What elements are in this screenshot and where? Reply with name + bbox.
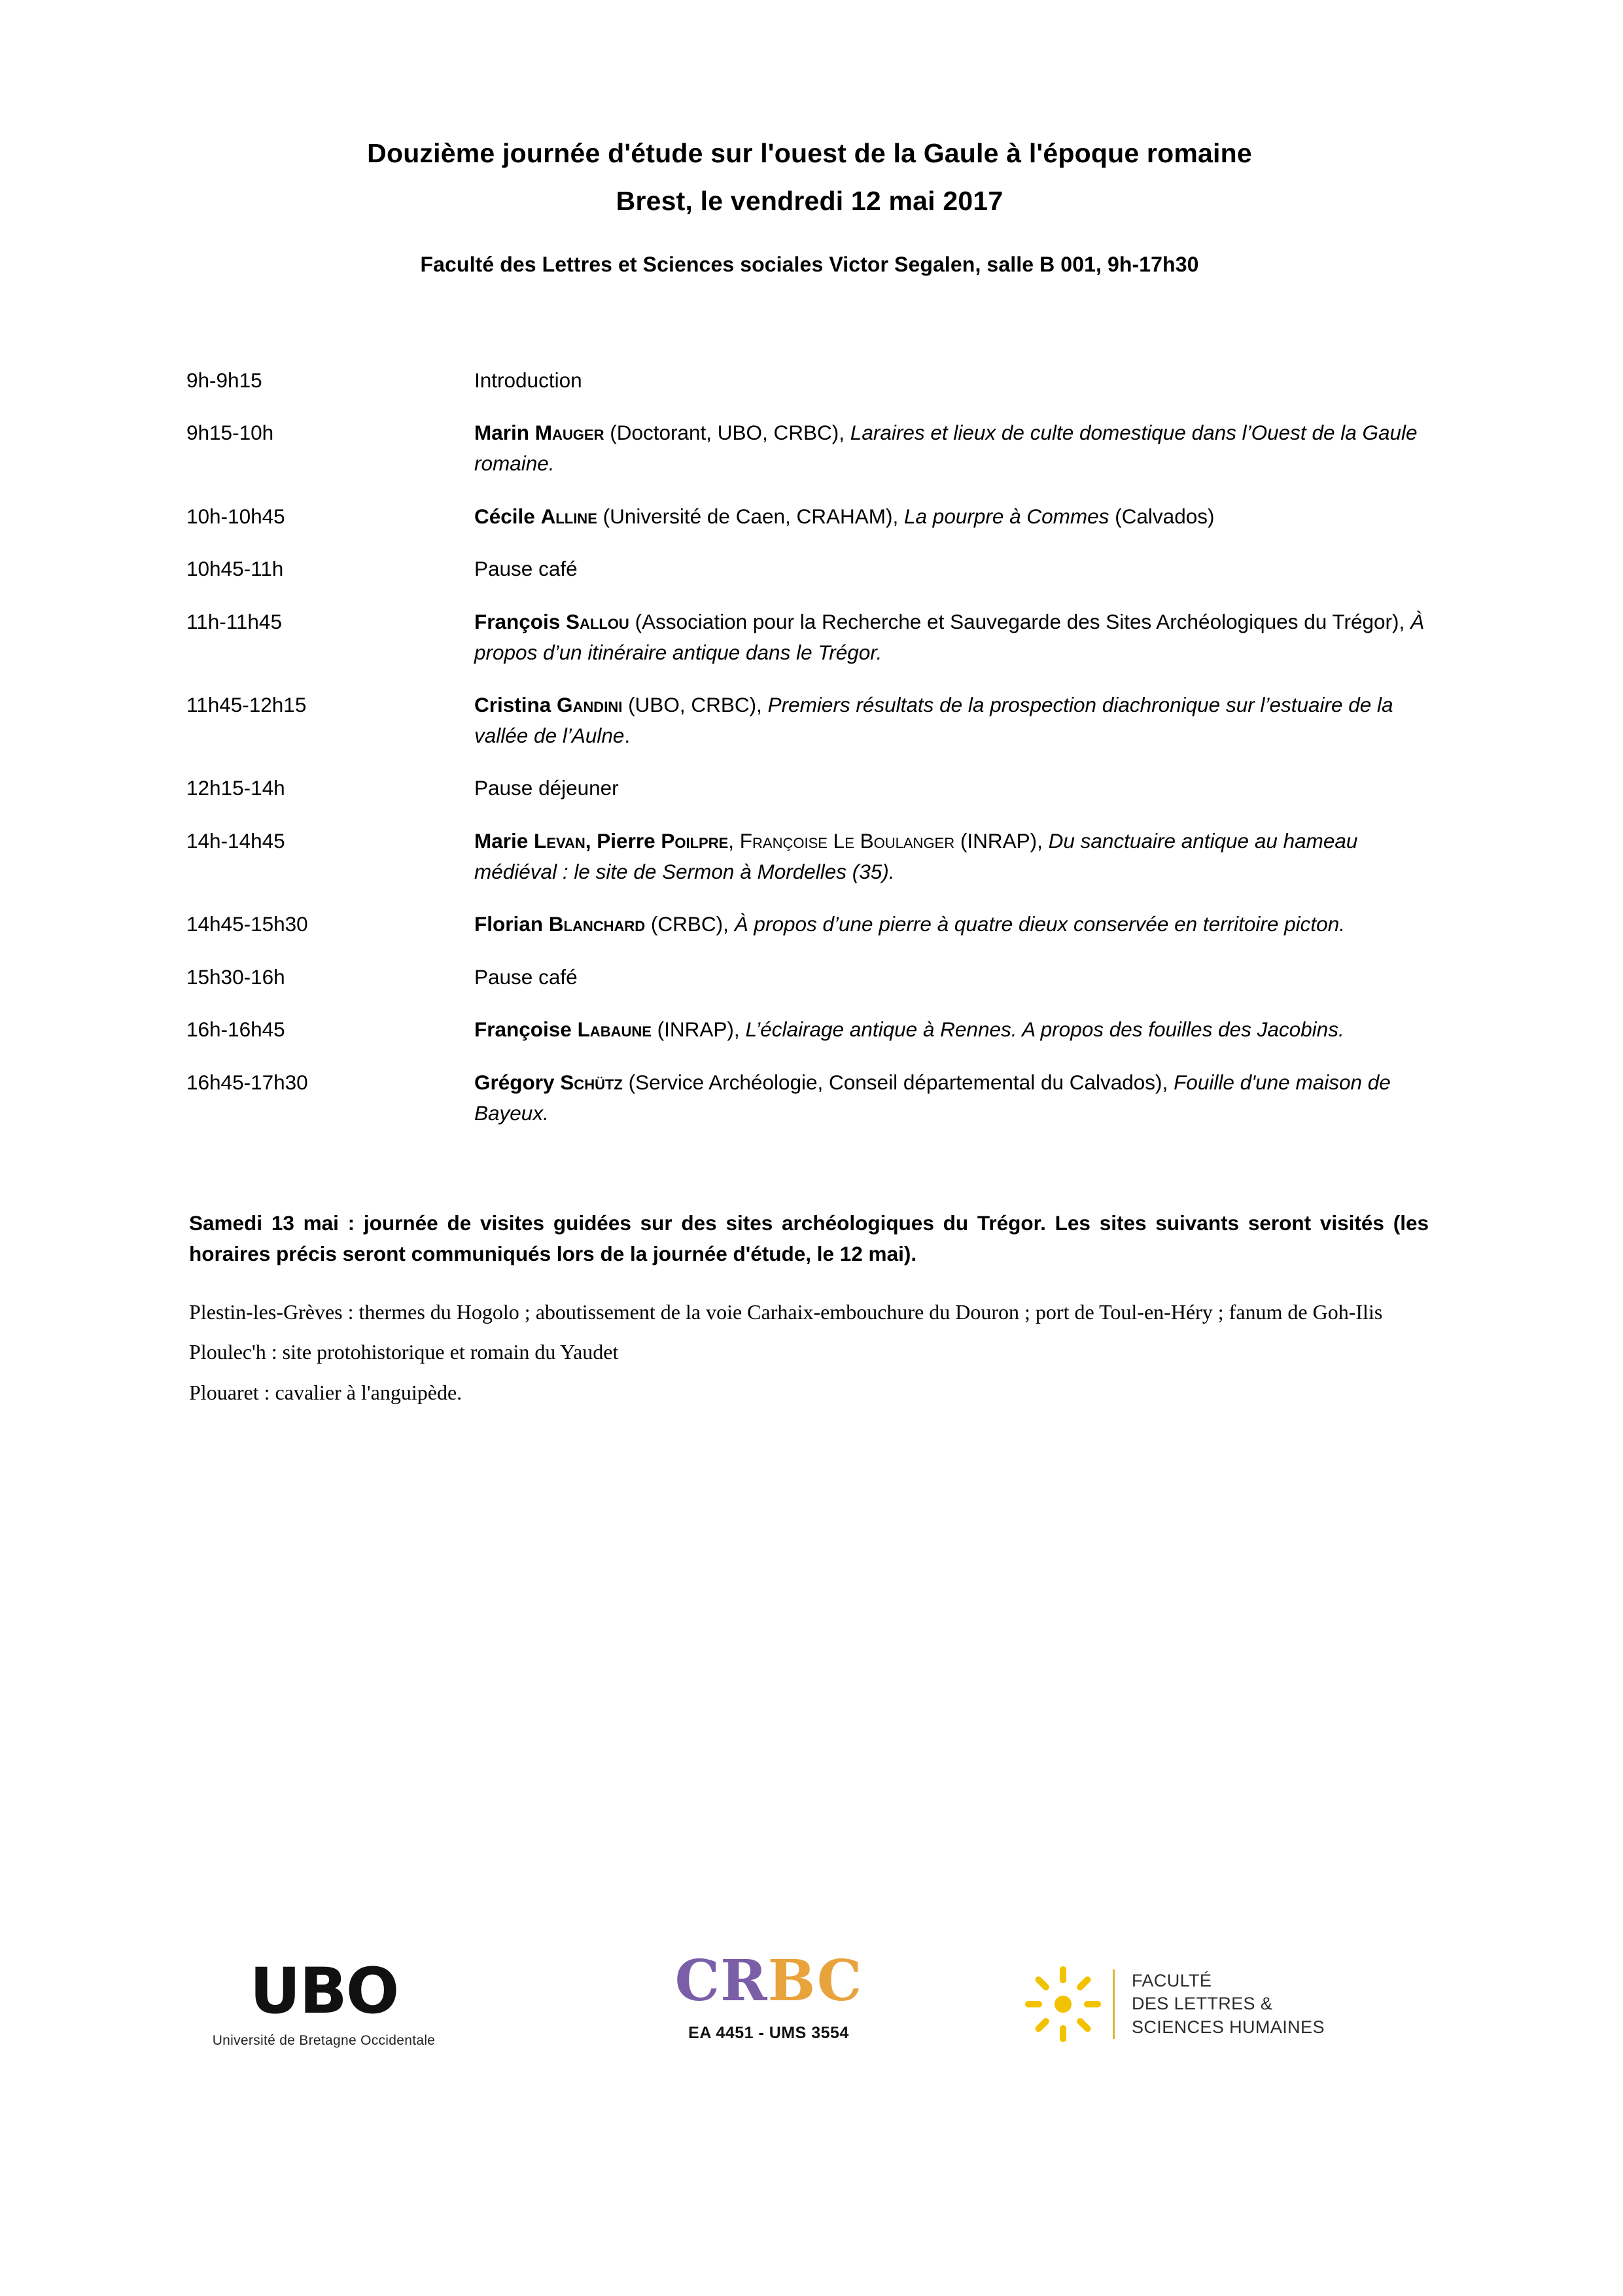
logo-strip	[186, 1948, 1449, 2123]
speaker-lastname: Gandini	[557, 693, 623, 717]
page-subtitle: Brest, le vendredi 12 mai 2017	[616, 186, 1003, 217]
programme-time: 15h30-16h	[186, 964, 285, 989]
programme-time: 16h45-17h30	[186, 1070, 308, 1095]
programme-time: 16h-16h45	[186, 1017, 285, 1042]
speaker-lastname: Labaune	[577, 1017, 652, 1042]
speaker-affiliation: (UBO, CRBC),	[622, 693, 768, 717]
talk-tail: .	[624, 723, 631, 747]
table-row	[186, 690, 1433, 773]
programme-time: 9h-9h15	[186, 368, 262, 392]
programme-time: 11h45-12h15	[186, 693, 307, 717]
programme-desc	[474, 909, 1433, 962]
session-label: Introduction	[474, 368, 582, 392]
list-item: Plestin-les-Grèves : thermes du Hogolo ; aboutissement de la voie Carhaix-embouchure du Douron ; port de Toul-en-Héry ; fanum de Goh-Ilis	[189, 1299, 1383, 1324]
speaker-lastname: Sallou	[566, 609, 629, 633]
table-row	[186, 417, 1433, 501]
venue-line: Faculté des Lettres et Sciences sociales Victor Segalen, salle B 001, 9h-17h30	[420, 252, 1199, 276]
programme-desc	[474, 826, 1433, 909]
session-label: Pause café	[474, 557, 578, 581]
speaker2-firstname: , Pierre	[585, 828, 661, 853]
speaker-affiliation: (CRBC),	[645, 912, 735, 936]
programme-table	[186, 365, 1433, 1150]
talk-title: À propos d’une pierre à quatre dieux conservée en territoire picton.	[734, 912, 1345, 936]
programme-time: 14h45-15h30	[186, 912, 308, 936]
talk-title: À propos d’un itinéraire antique dans le Trégor.	[474, 609, 1425, 664]
speaker-affiliation: (INRAP),	[651, 1017, 746, 1042]
talk-title: Premiers résultats de la prospection diachronique sur l’estuaire de la vallée de l’Aulne	[474, 693, 1393, 747]
table-row	[186, 826, 1433, 909]
programme-desc	[474, 365, 1433, 418]
programme-body	[186, 365, 1433, 1150]
speaker-lastname: Schütz	[560, 1070, 623, 1095]
speaker-firstname: Marin	[474, 421, 535, 445]
programme-desc	[474, 417, 1433, 501]
speaker2-lastname: Poilpre	[661, 828, 729, 853]
speaker-affiliation: (Université de Caen, CRAHAM),	[597, 504, 905, 528]
crbc-wordmark-icon	[618, 1948, 919, 2014]
talk-title: La pourpre à Commes	[904, 504, 1109, 528]
programme-desc	[474, 607, 1433, 690]
table-row	[186, 365, 1433, 418]
table-row	[186, 554, 1433, 607]
speaker-affiliation: (Service Archéologie, Conseil départemental du Calvados),	[622, 1070, 1174, 1095]
table-row	[186, 501, 1433, 554]
speaker-affiliation: (Association pour la Recherche et Sauvegarde des Sites Archéologiques du Trégor),	[629, 609, 1411, 633]
programme-time: 12h15-14h	[186, 776, 285, 800]
list-item: Ploulec'h : site protohistorique et romain du Yaudet	[189, 1340, 619, 1364]
programme-desc	[474, 690, 1433, 773]
programme-time: 9h15-10h	[186, 421, 274, 445]
programme-desc	[474, 501, 1433, 554]
sites-list	[186, 1298, 1433, 1407]
ubo-logo	[186, 1954, 461, 2049]
table-row	[186, 607, 1433, 690]
faculte-line-2: DES LETTRES &	[1132, 1994, 1273, 2014]
speaker-lastname: Levan	[534, 828, 585, 853]
crbc-wordmark-part1: CR	[674, 1948, 768, 2014]
ubo-wordmark-icon: UBO	[249, 1954, 398, 2028]
speaker-firstname: François	[474, 609, 567, 633]
table-row	[186, 773, 1433, 826]
talk-title: Du sanctuaire antique au hameau médiéval : le site de Sermon à Mordelles (35).	[474, 828, 1358, 883]
faculte-logo	[1024, 1965, 1325, 2043]
ubo-logo-subtitle: Université de Bretagne Occidentale	[212, 2033, 436, 2048]
talk-title: L’éclairage antique à Rennes. A propos des fouilles des Jacobins.	[745, 1017, 1344, 1042]
speaker-firstname: Françoise	[474, 1017, 578, 1042]
programme-desc	[474, 554, 1433, 607]
speaker-lastname: Mauger	[534, 421, 604, 445]
programme-desc	[474, 773, 1433, 826]
table-row	[186, 909, 1433, 962]
speaker-affiliation: , Françoise Le Boulanger (INRAP),	[728, 828, 1049, 853]
page-title: Douzième journée d'étude sur l'ouest de la Gaule à l'époque romaine	[367, 138, 1252, 168]
crbc-logo-subtitle: EA 4451 - UMS 3554	[688, 2024, 849, 2042]
speaker-firstname: Florian	[474, 912, 549, 936]
speaker-firstname: Grégory	[474, 1070, 561, 1095]
talk-title: Laraires et lieux de culte domestique dans l’Ouest de la Gaule romaine.	[474, 421, 1418, 476]
talk-tail: (Calvados)	[1109, 504, 1215, 528]
table-row	[186, 962, 1433, 1015]
document-body	[186, 134, 1433, 1418]
table-row	[186, 1067, 1433, 1150]
programme-time: 10h45-11h	[186, 557, 284, 581]
crbc-wordmark-part2: BC	[767, 1948, 863, 2014]
talk-title: Fouille d'une maison de Bayeux.	[474, 1070, 1391, 1125]
crbc-logo	[618, 1948, 919, 2043]
programme-time: 10h-10h45	[186, 504, 285, 528]
session-label: Pause café	[474, 964, 578, 989]
programme-time: 14h-14h45	[186, 828, 285, 853]
speaker-lastname: Blanchard	[548, 912, 646, 936]
speaker-affiliation: (Doctorant, UBO, CRBC),	[604, 421, 850, 445]
programme-time: 11h-11h45	[186, 609, 282, 633]
programme-desc	[474, 1014, 1433, 1067]
faculte-line-1: FACULTÉ	[1132, 1970, 1212, 1990]
sun-icon	[1024, 1965, 1102, 2043]
speaker-firstname: Cristina	[474, 693, 557, 717]
session-label: Pause déjeuner	[474, 776, 619, 800]
document-header	[186, 134, 1433, 277]
samedi-paragraph: Samedi 13 mai : journée de visites guidées sur des sites archéologiques du Trégor. Les sites suivants seront visités (les horaires précis seront communiqués lors de la journée d'étude, le 12 mai).	[189, 1211, 1429, 1266]
faculte-logo-text	[1113, 1969, 1325, 2040]
faculte-line-3: SCIENCES HUMAINES	[1132, 2017, 1325, 2037]
speaker-firstname: Marie	[474, 828, 534, 853]
list-item: Plouaret : cavalier à l'anguipède.	[189, 1380, 462, 1404]
programme-desc	[474, 1067, 1433, 1150]
speaker-firstname: Cécile	[474, 504, 541, 528]
programme-desc	[474, 962, 1433, 1015]
table-row	[186, 1014, 1433, 1067]
speaker-lastname: Alline	[540, 504, 597, 528]
